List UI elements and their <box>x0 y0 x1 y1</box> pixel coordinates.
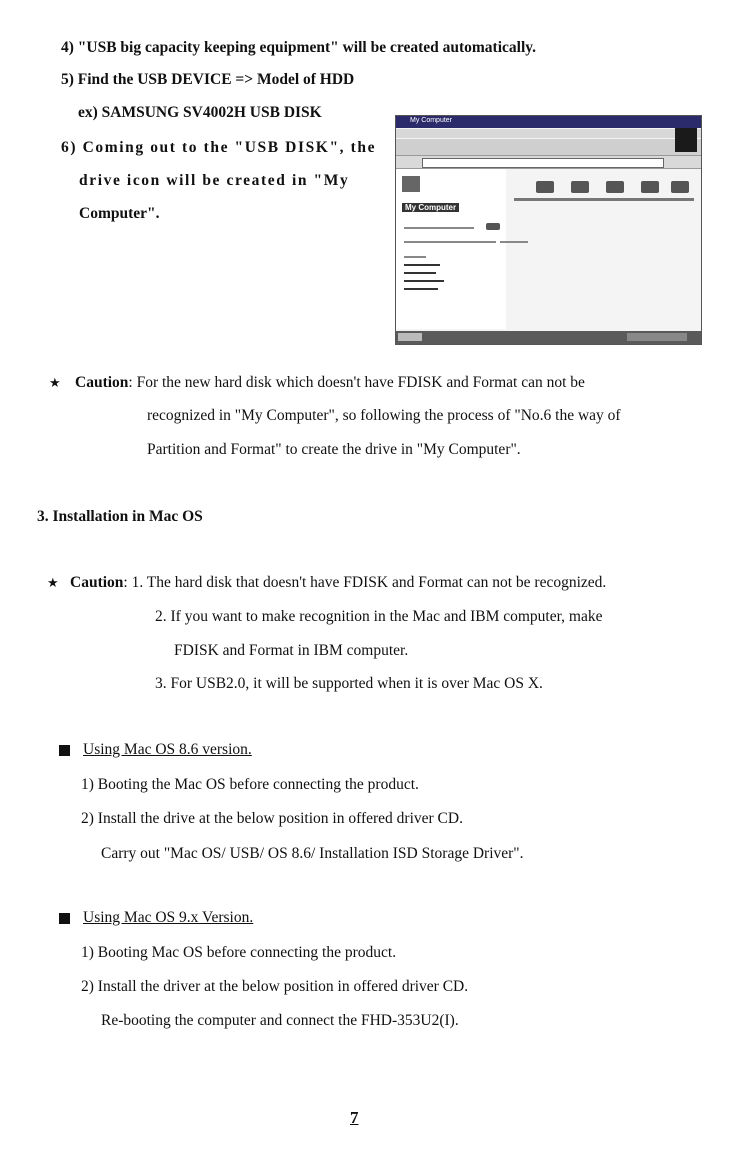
window-title: My Computer <box>410 117 453 124</box>
caution-label: Caution <box>70 574 124 591</box>
start-button <box>398 333 422 341</box>
mac-9x-step2: 2) Install the driver at the below position in offered driver CD. <box>81 978 469 995</box>
panel-text <box>404 227 474 229</box>
caution-1-text: : For the new hard disk which doesn't have FDISK and Format can not be <box>128 374 585 391</box>
page-number: 7 <box>350 1108 359 1127</box>
step-6-line3: Computer". <box>79 205 160 222</box>
star-bullet-icon: ★ <box>49 375 61 390</box>
drive-icon <box>671 181 689 193</box>
computer-icon <box>402 176 420 192</box>
mac-86-title: Using Mac OS 8.6 version. <box>83 741 252 758</box>
caution-2-line1 <box>70 573 606 593</box>
windows-logo-icon <box>675 128 697 152</box>
mac-9x-title: Using Mac OS 9.x Version. <box>83 909 254 926</box>
system-tray <box>627 333 687 341</box>
step-5: 5) Find the USB DEVICE => Model of HDD <box>61 71 355 88</box>
star-bullet-icon: ★ <box>47 575 59 590</box>
caution-2-line4: 3. For USB2.0, it will be supported when it is over Mac OS X. <box>155 675 543 692</box>
panel-text <box>404 241 496 243</box>
step-6-line2: drive icon will be created in "My <box>79 172 350 189</box>
drive-icon <box>571 181 589 193</box>
menu-bar <box>396 129 701 138</box>
toolbar <box>396 139 701 156</box>
drive-icon <box>486 223 500 230</box>
caution-2-line2: 2. If you want to make recognition in the Mac and IBM computer, make <box>155 608 603 625</box>
window-titlebar <box>396 116 701 128</box>
my-computer-screenshot <box>395 115 702 345</box>
drive-icon <box>641 181 659 193</box>
caution-2-text: : 1. The hard disk that doesn't have FDISK and Format can not be recognized. <box>123 574 607 591</box>
step-6-line1: 6) Coming out to the "USB DISK", the <box>61 139 377 156</box>
mac-9x-step1: 1) Booting Mac OS before connecting the product. <box>81 944 397 961</box>
mac-86-step3: Carry out "Mac OS/ USB/ OS 8.6/ Installation ISD Storage Driver". <box>101 845 524 862</box>
square-bullet-icon <box>59 913 70 924</box>
caution-1-line3: Partition and Format" to create the drive in "My Computer". <box>147 441 521 458</box>
step-5-example: ex) SAMSUNG SV4002H USB DISK <box>78 104 322 121</box>
caution-1-line2: recognized in "My Computer", so following the process of "No.6 the way of <box>147 407 621 424</box>
caution-2-line3: FDISK and Format in IBM computer. <box>174 642 409 659</box>
panel-link <box>404 280 444 282</box>
panel-text <box>404 256 426 258</box>
taskbar <box>396 331 701 344</box>
step-4: 4) "USB big capacity keeping equipment" will be created automatically. <box>61 39 537 56</box>
address-field <box>422 158 664 168</box>
drive-icon <box>536 181 554 193</box>
drive-labels <box>514 198 694 201</box>
caution-1-line1 <box>75 373 585 393</box>
panel-title: My Computer <box>402 203 459 212</box>
caution-label: Caution <box>75 374 129 391</box>
mac-86-step1: 1) Booting the Mac OS before connecting the product. <box>81 776 419 793</box>
square-bullet-icon <box>59 745 70 756</box>
panel-link <box>404 272 436 274</box>
panel-link <box>404 264 440 266</box>
left-pane <box>396 169 506 329</box>
panel-link <box>404 288 438 290</box>
panel-text <box>500 241 528 243</box>
mac-9x-step3: Re-booting the computer and connect the FHD-353U2(I). <box>101 1012 459 1029</box>
section-3-heading: 3. Installation in Mac OS <box>37 508 203 525</box>
mac-86-step2: 2) Install the drive at the below position in offered driver CD. <box>81 810 463 827</box>
drive-icon <box>606 181 624 193</box>
